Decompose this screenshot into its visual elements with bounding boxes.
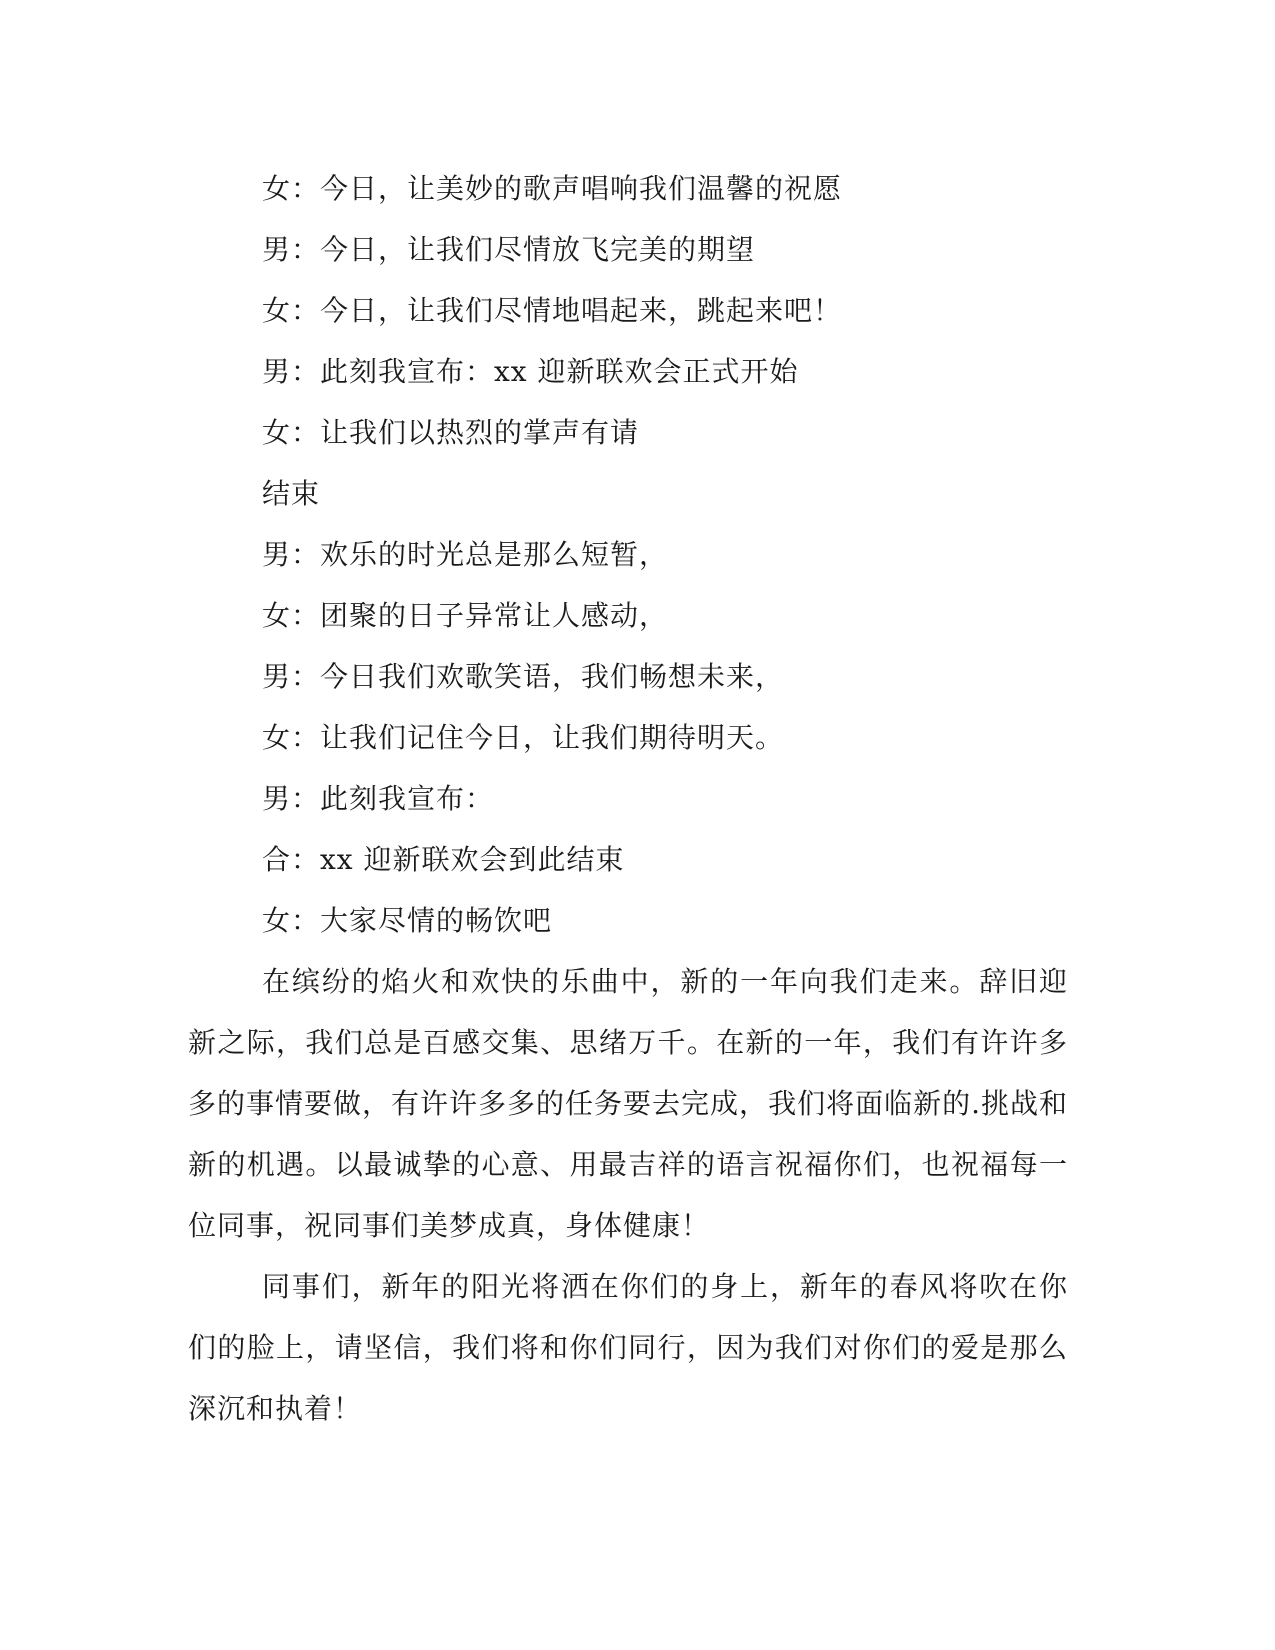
dialogue-line: 男：今日，让我们尽情放飞完美的期望: [262, 233, 756, 266]
dialogue-line: 男：此刻我宣布：: [262, 782, 495, 815]
body-paragraph: 同事们，新年的阳光将洒在你们的身上，新年的春风将吹在你们的脸上，请坚信，我们将和你们同行，因为我们对你们的爱是那么深沉和执着！: [188, 1270, 1068, 1425]
dialogue-line: 男：此刻我宣布：xx 迎新联欢会正式开始: [262, 355, 799, 388]
dialogue-line: 合：xx 迎新联欢会到此结束: [262, 843, 625, 876]
dialogue-line: 女：今日，让美妙的歌声唱响我们温馨的祝愿: [262, 172, 843, 205]
dialogue-line: 女：今日，让我们尽情地唱起来，跳起来吧！: [262, 294, 843, 327]
dialogue-line: 男：欢乐的时光总是那么短暂，: [262, 538, 669, 571]
dialogue-line: 女：让我们以热烈的掌声有请: [262, 416, 640, 449]
body-paragraph: 在缤纷的焰火和欢快的乐曲中，新的一年向我们走来。辞旧迎新之际，我们总是百感交集、思绪万千。在新的一年，我们有许许多多的事情要做，有许许多多的任务要去完成，我们将面临新的.挑战和新的机遇。以最诚挚的心意、用最吉祥的语言祝福你们，也祝福每一位同事，祝同事们美梦成真，身体健康！: [188, 965, 1068, 1242]
section-heading: 结束: [262, 477, 321, 510]
dialogue-line: 女：让我们记住今日，让我们期待明天。: [262, 721, 785, 754]
dialogue-line: 女：团聚的日子异常让人感动，: [262, 599, 669, 632]
dialogue-line: 男：今日我们欢歌笑语，我们畅想未来，: [262, 660, 785, 693]
dialogue-line: 女：大家尽情的畅饮吧: [262, 904, 553, 937]
document-body: [188, 158, 1068, 1439]
